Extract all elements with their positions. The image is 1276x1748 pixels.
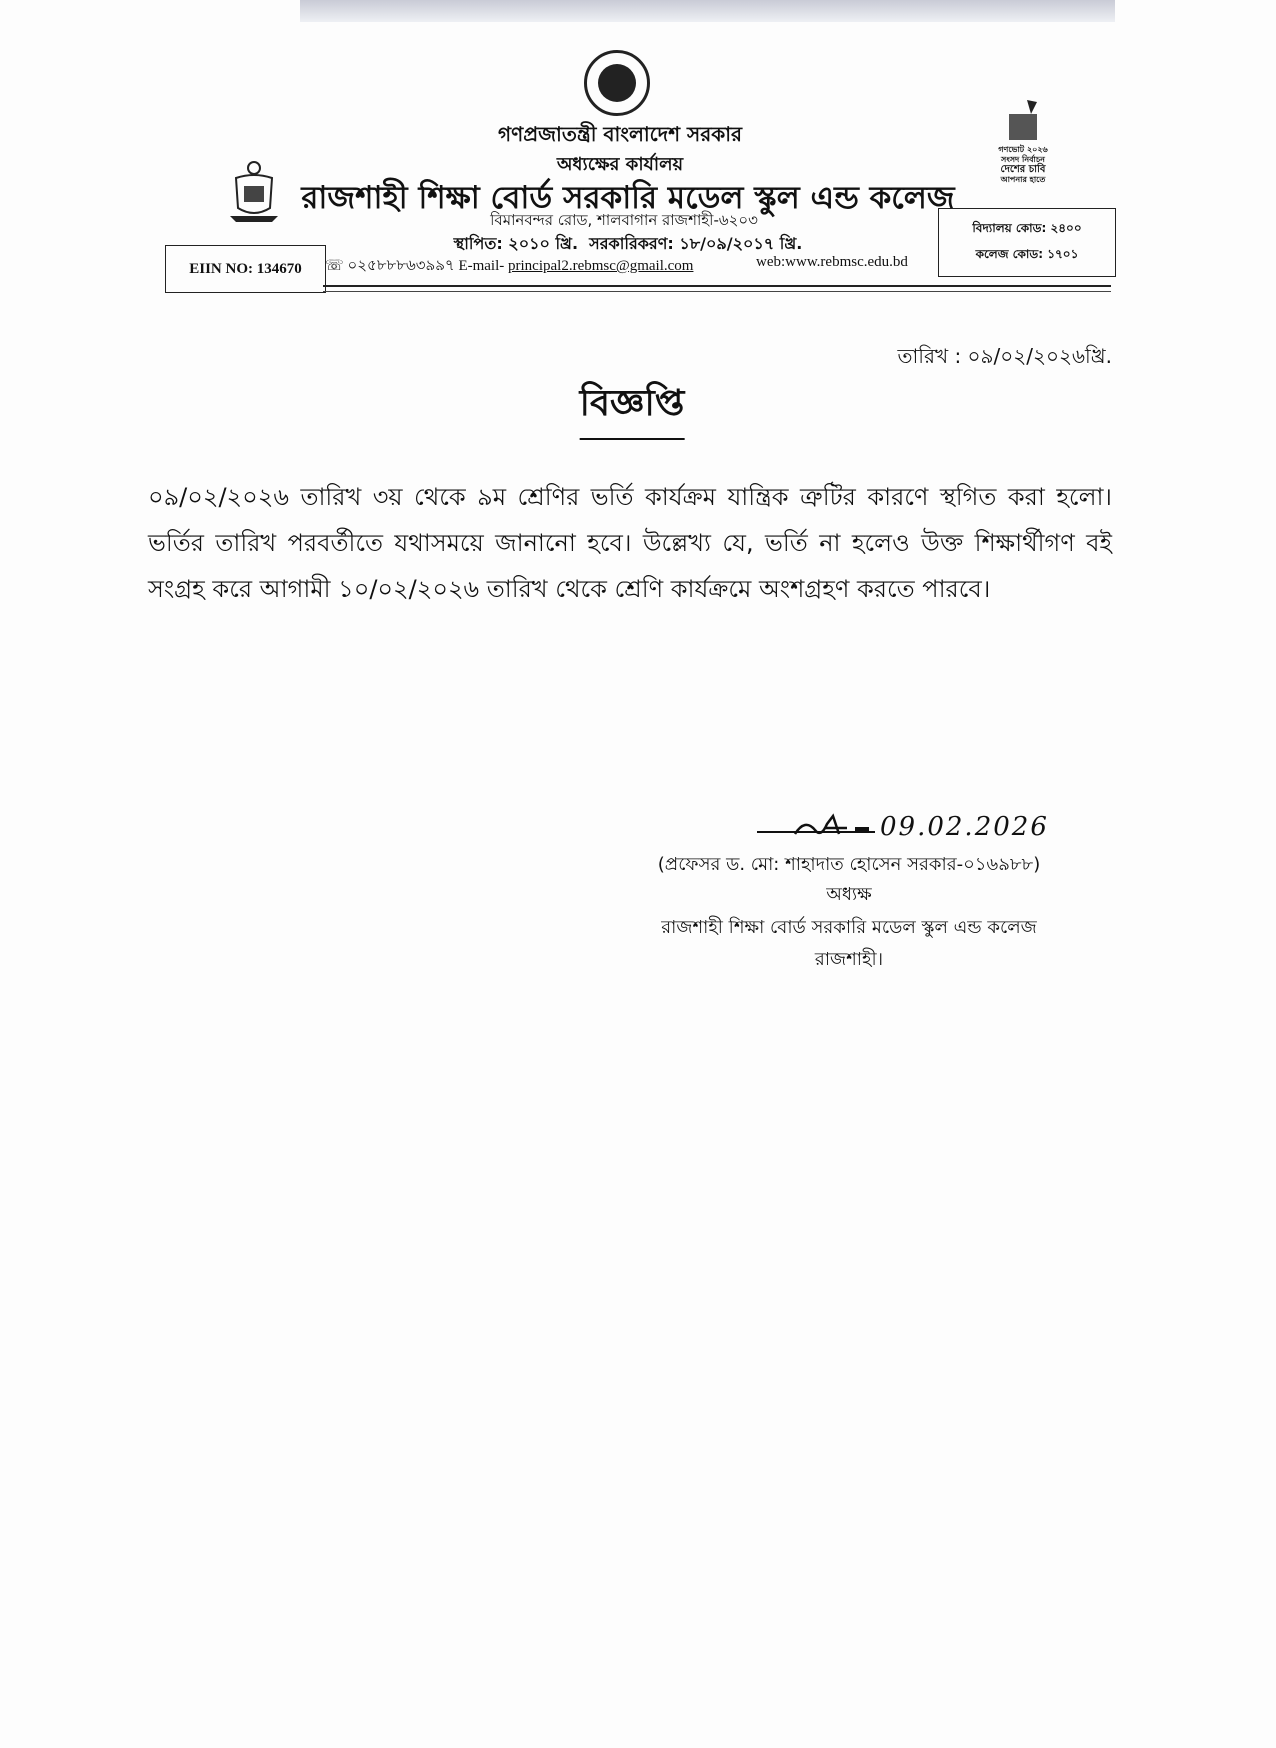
website[interactable]: web:www.rebmsc.edu.bd: [756, 254, 908, 270]
signatory-city: রাজশাহী।: [814, 949, 884, 970]
address: বিমানবন্দর রোড, শালবাগান রাজশাহী-৬২০৩: [490, 211, 758, 229]
signatory-institution: রাজশাহী শিক্ষা বোর্ড সরকারি মডেল স্কুল এন্ড কলেজ: [661, 917, 1037, 938]
header-divider: [323, 285, 1111, 287]
email-label: E-mail-: [458, 258, 505, 274]
notice-body: ০৯/০২/২০২৬ তারিখ ৩য় থেকে ৯ম শ্রেণির ভর্তি কার্যক্রম যান্ত্রিক ত্রুটির কারণে স্থগিত করা হলো। ভর্তির তারিখ পরবর্তীতে যথাসময়ে জানানো হবে। উল্লেখ্য যে, ভর্তি না হলেও উক্ত শিক্ষার্থীগণ বই সংগ্রহ করে আগামী ১০/০২/২০২৬ তারিখ থেকে শ্রেণি কার্যক্রমে অংশগ্রহণ করতে পারবে।: [148, 483, 1112, 603]
established-info: স্থাপিত: ২০১০ খ্রি. সরকারিকরণ: ১৮/০৯/২০১৭ খ্রি.: [453, 234, 803, 253]
scan-shadow: [300, 0, 1115, 22]
notice-date: তারিখ : ০৯/০২/২০২৬খ্রি.: [897, 344, 1112, 368]
election-logo-text: দেশের চাবি: [1000, 164, 1046, 175]
phone-number: ০২৫৮৮৮৬৩৯৯৭: [347, 258, 455, 274]
signatory-designation: অধ্যক্ষ: [826, 884, 872, 905]
election-logo-text: আপনার হাতে: [1000, 175, 1046, 184]
government-name: গণপ্রজাতন্ত্রী বাংলাদেশ সরকার: [498, 122, 742, 146]
election-logo-text: সংসদ নির্বাচন: [1001, 155, 1045, 164]
ballot-box-icon: [1003, 98, 1043, 142]
email-link[interactable]: principal2.rebmsc@gmail.com: [508, 258, 694, 274]
college-logo: [226, 160, 282, 224]
government-seal: [584, 50, 650, 116]
school-code: বিদ্যালয় কোড: ২৪০০: [972, 220, 1082, 235]
institution-name: রাজশাহী শিক্ষা বোর্ড সরকারি মডেল স্কুল এন্ড কলেজ: [301, 180, 955, 216]
election-logo: [990, 98, 1056, 190]
signature-date: 09.02.2026: [880, 812, 1049, 842]
college-code: কলেজ কোড: ১৭০১: [975, 246, 1079, 261]
contact-line: [325, 254, 693, 279]
notice-title: বিজ্ঞপ্তি: [580, 376, 685, 440]
header-divider: [323, 291, 1111, 292]
phone-icon: ☏: [325, 258, 344, 274]
signatory-name: (প্রফেসর ড. মো: শাহাদাত হোসেন সরকার-০১৬৯৮৮): [657, 854, 1041, 875]
office-name: অধ্যক্ষের কার্যালয়: [556, 154, 684, 175]
election-logo-text: গণভোট ২০২৬: [998, 145, 1048, 154]
institution-codes-box: [938, 208, 1116, 277]
eiin-box: EIIN NO: 134670: [165, 245, 326, 293]
